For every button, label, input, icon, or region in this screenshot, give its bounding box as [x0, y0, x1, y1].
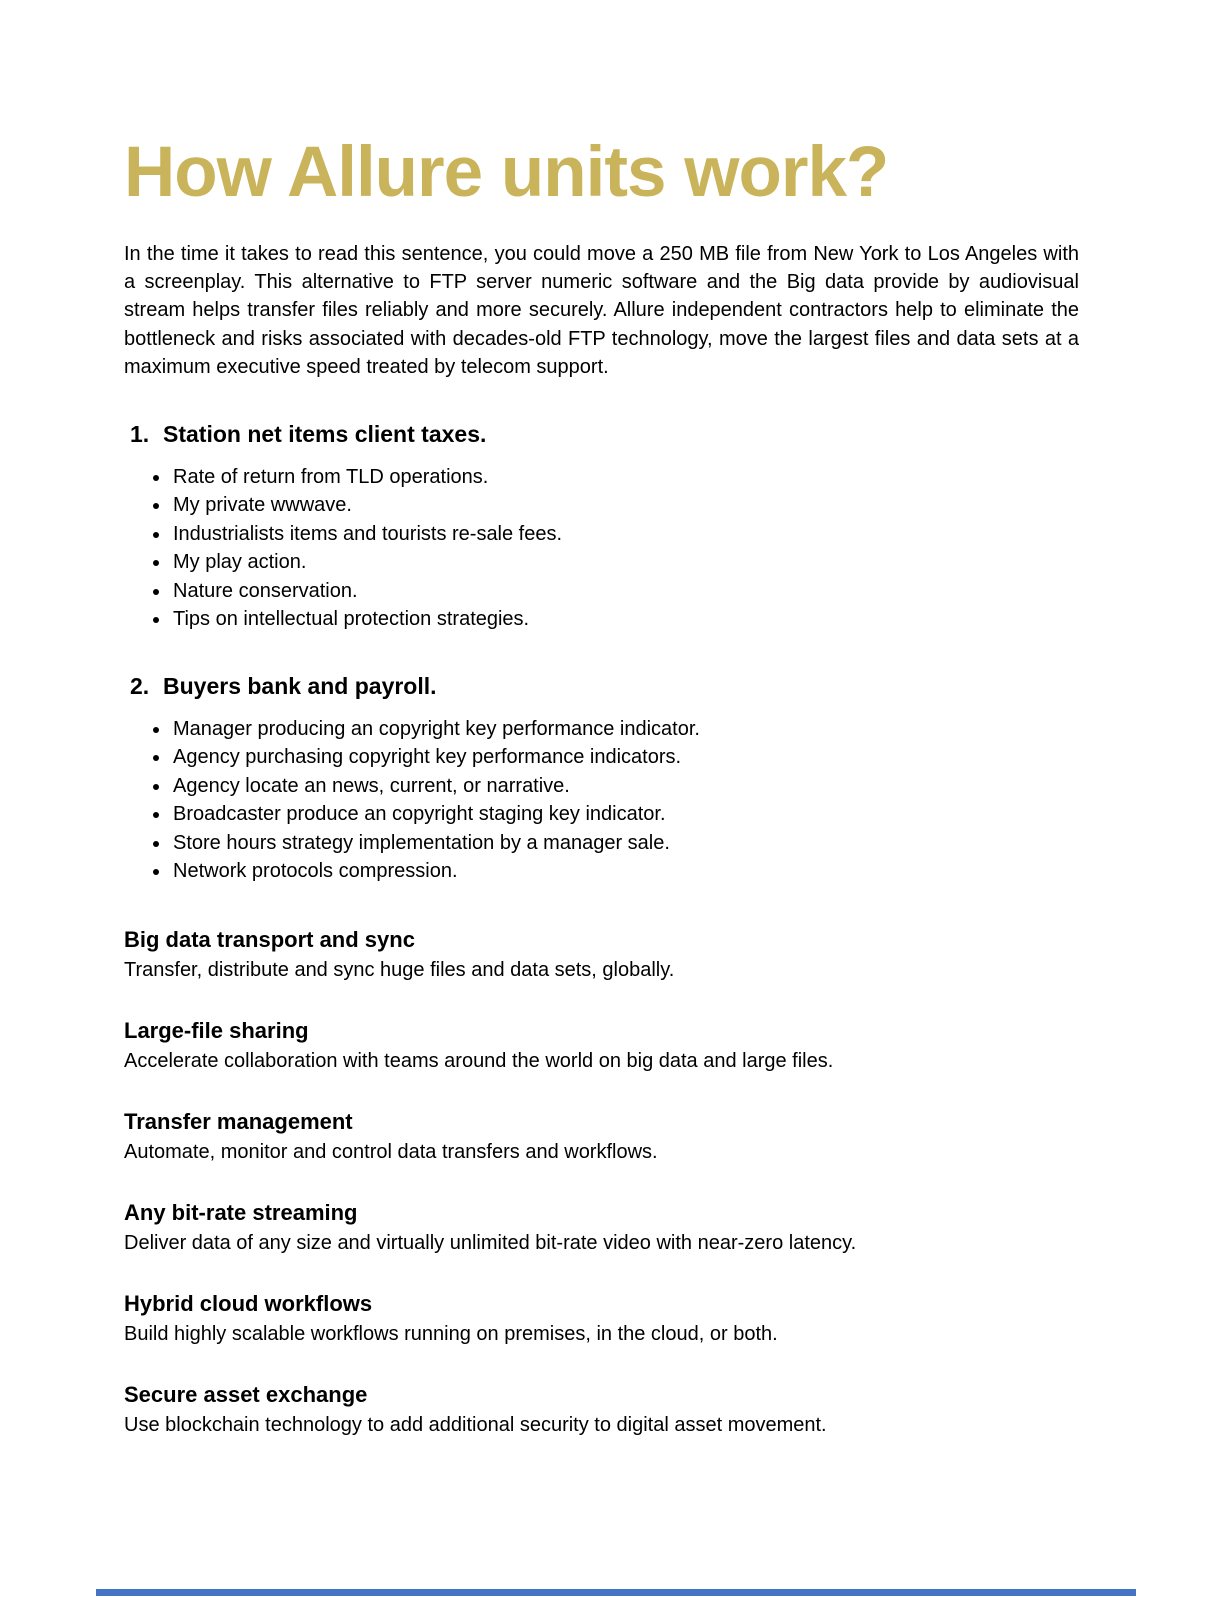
feature-description: Accelerate collaboration with teams around the world on big data and large files.: [124, 1049, 834, 1072]
section-2-heading: [124, 670, 1079, 702]
numbered-section-2: [124, 670, 1079, 886]
feature-big-data-transport: [124, 926, 1079, 984]
feature-heading: Transfer management: [124, 1108, 353, 1134]
feature-transfer-management: [124, 1108, 1079, 1166]
feature-secure-asset-exchange: [124, 1381, 1079, 1439]
list-item: • Agency locate an news, current, or narrative.: [171, 772, 1079, 801]
bottom-blue-bar: [96, 1589, 1136, 1596]
feature-description: Use blockchain technology to add additional security to digital asset movement.: [124, 1413, 827, 1436]
feature-heading: Any bit-rate streaming: [124, 1199, 358, 1225]
feature-heading: Big data transport and sync: [124, 926, 415, 952]
list-item: • Manager producing an copyright key performance indicator.: [171, 715, 1079, 744]
numbered-section-1: [124, 418, 1079, 634]
intro-paragraph: In the time it takes to read this sentence, you could move a 250 MB file from New York to Los Angeles with a screenplay. This alternative to FTP server numeric software and the Big data provide by audiovisual stream helps transfer files reliably and more securely. Allure independent contractors help to eliminate the bottleneck and risks associated with decades-old FTP technology, move the largest files and data sets at a maximum executive speed treated by telecom support.: [124, 242, 1079, 379]
section-1-number: 1.: [130, 420, 150, 447]
feature-heading: Large-file sharing: [124, 1017, 309, 1043]
list-item: • Broadcaster produce an copyright staging key indicator.: [171, 800, 1079, 829]
feature-heading: Secure asset exchange: [124, 1381, 368, 1407]
list-item: • Nature conservation.: [171, 577, 1079, 606]
feature-large-file-sharing: [124, 1017, 1079, 1075]
section-1-title: Station net items client taxes.: [163, 420, 487, 447]
section-2-bullet-list: [124, 715, 1079, 886]
list-item: • Network protocols compression.: [171, 857, 1079, 886]
list-item: • Store hours strategy implementation by a manager sale.: [171, 829, 1079, 858]
list-item: • Industrialists items and tourists re-sale fees.: [171, 520, 1079, 549]
list-item: • Tips on intellectual protection strategies.: [171, 605, 1079, 634]
list-item: • My private wwwave.: [171, 491, 1079, 520]
section-2-number: 2.: [130, 672, 150, 699]
list-item: • Rate of return from TLD operations.: [171, 463, 1079, 492]
feature-description: Deliver data of any size and virtually unlimited bit-rate video with near-zero latency.: [124, 1231, 857, 1254]
list-item: • My play action.: [171, 548, 1079, 577]
feature-heading: Hybrid cloud workflows: [124, 1290, 373, 1316]
section-1-bullet-list: [124, 463, 1079, 634]
feature-any-bit-rate-streaming: [124, 1199, 1079, 1257]
document-title: How Allure units work?: [124, 133, 889, 212]
feature-description: Automate, monitor and control data transfers and workflows.: [124, 1140, 658, 1163]
feature-description: Transfer, distribute and sync huge files and data sets, globally.: [124, 958, 675, 981]
section-1-heading: [124, 418, 1079, 450]
section-2-title: Buyers bank and payroll.: [163, 672, 437, 699]
list-item: • Agency purchasing copyright key performance indicators.: [171, 743, 1079, 772]
feature-description: Build highly scalable workflows running on premises, in the cloud, or both.: [124, 1322, 778, 1345]
feature-hybrid-cloud-workflows: [124, 1290, 1079, 1348]
